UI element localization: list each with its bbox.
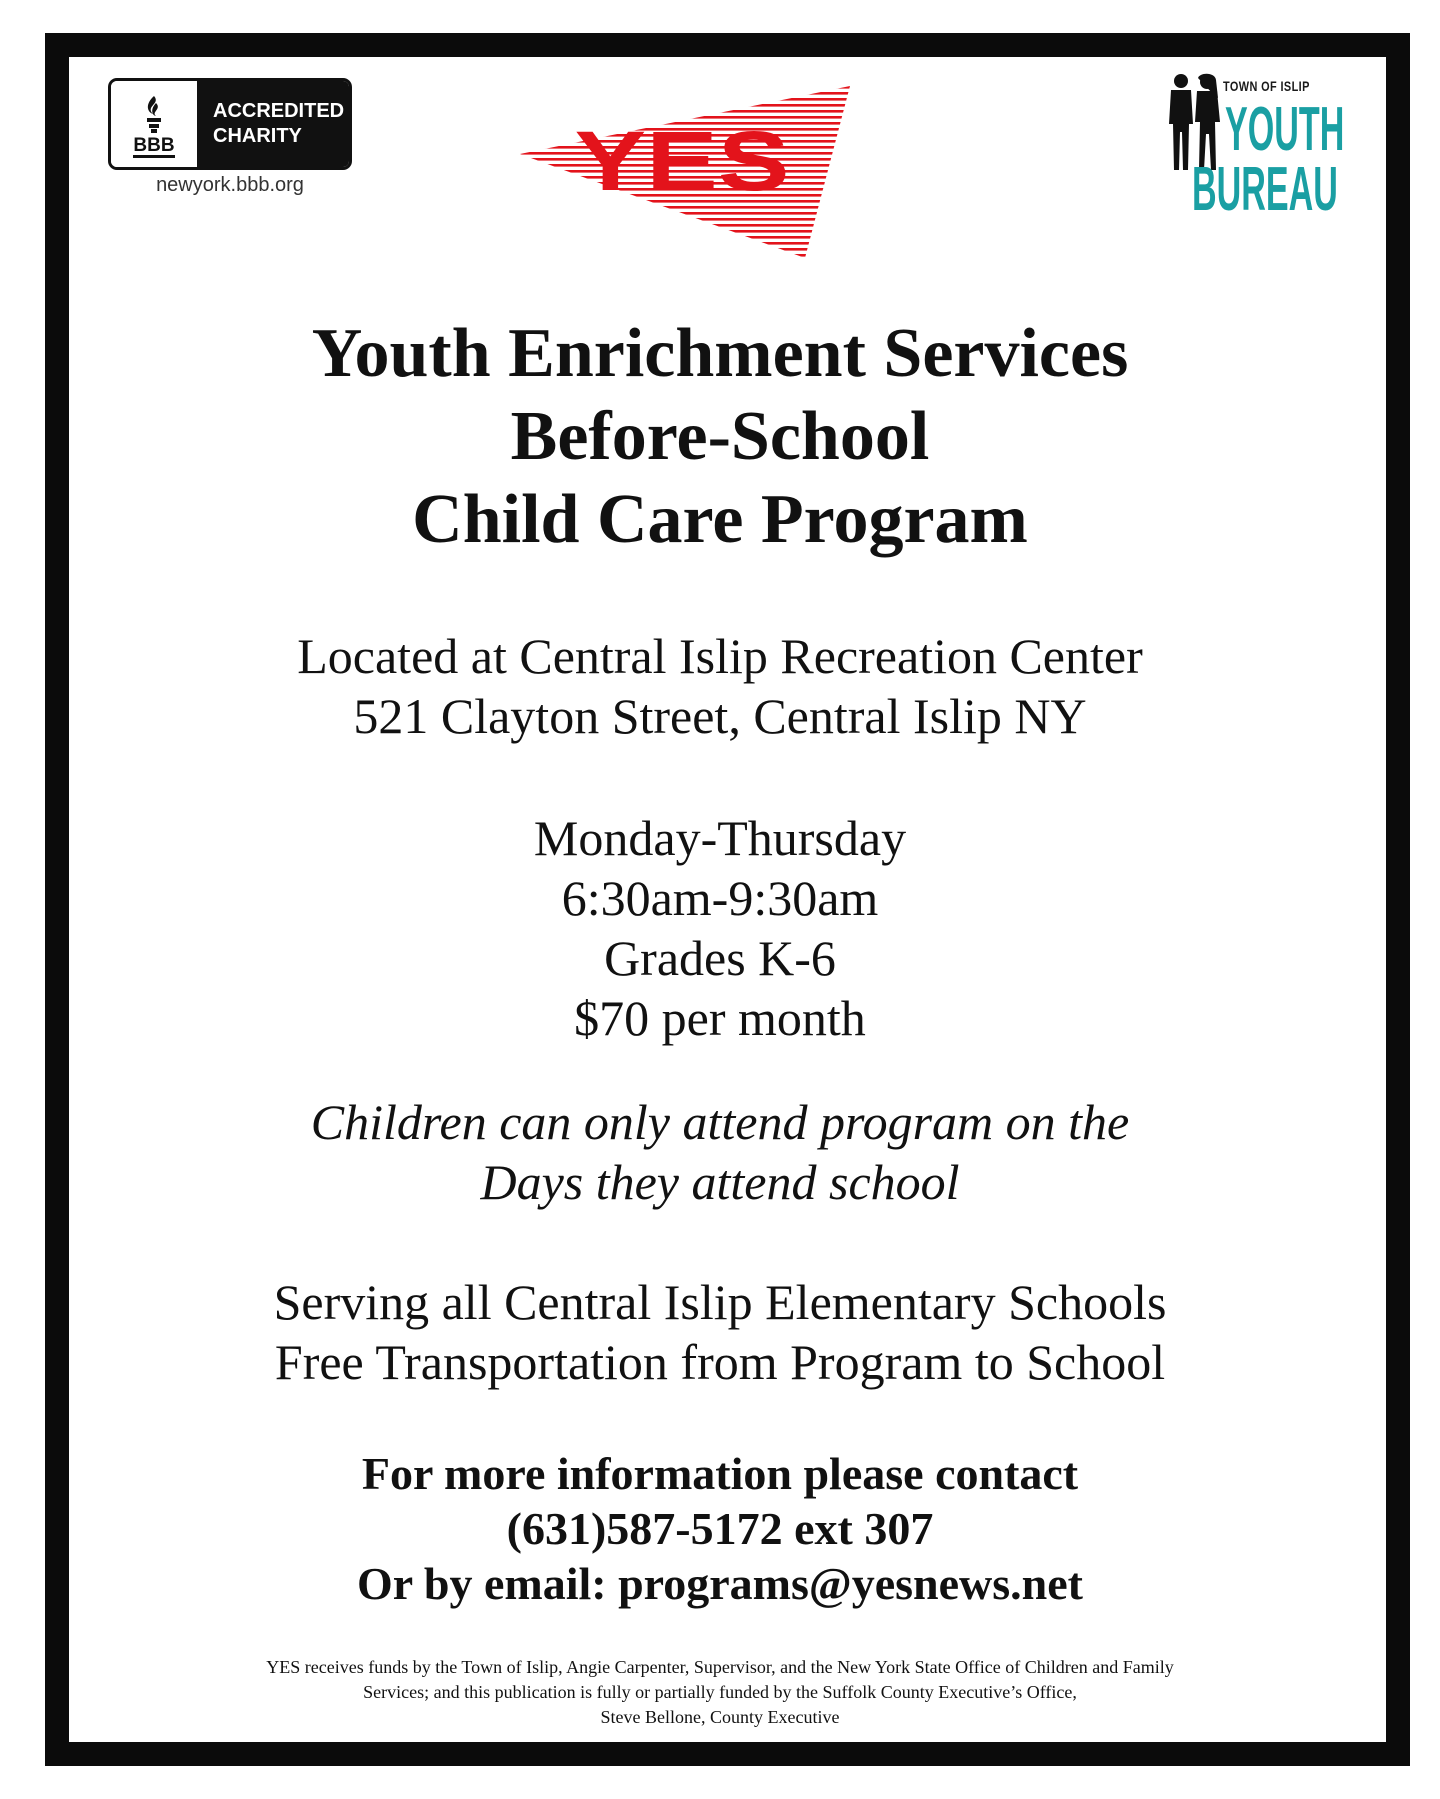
yes-stripe — [520, 212, 860, 215]
yes-stripe — [520, 86, 860, 89]
yes-stripe — [520, 92, 860, 95]
yes-logo-text: YES — [574, 114, 790, 208]
bbb-url: newyork.bbb.org — [156, 174, 304, 196]
footer-line-2: Services; and this publication is fully or partially funded by the Suffolk County Executive’s Office, — [363, 1682, 1077, 1702]
yes-stripe — [520, 242, 860, 245]
bbb-seal — [108, 78, 352, 170]
yes-stripe — [520, 104, 860, 107]
bbb-label-line2: CHARITY — [213, 125, 302, 147]
contact-phone: (631)587-5172 ext 307 — [506, 1503, 934, 1554]
note-line-1: Children can only attend program on the — [310, 1094, 1130, 1150]
location-name: Located at Central Islip Recreation Center — [297, 628, 1143, 684]
footer-line-3: Steve Bellone, County Executive — [600, 1707, 840, 1727]
youth-bureau-bureau: BUREAU — [1192, 155, 1338, 224]
schedule-days: Monday-Thursday — [533, 810, 907, 866]
program-title — [0, 312, 1440, 561]
yes-stripe — [520, 110, 860, 113]
funding-footer — [0, 1655, 1440, 1730]
location-address: 521 Clayton Street, Central Islip NY — [353, 688, 1087, 744]
yes-stripe — [520, 254, 860, 257]
yes-stripe — [520, 248, 860, 251]
contact-block — [0, 1446, 1440, 1611]
yes-stripe — [520, 218, 860, 221]
serving-transportation: Free Transportation from Program to School — [274, 1334, 1166, 1390]
footer-line-1: YES receives funds by the Town of Islip, Angie Carpenter, Supervisor, and the New York State Office of Children and Family — [266, 1657, 1174, 1677]
location-block — [0, 626, 1440, 746]
bbb-mark: BBB — [133, 135, 175, 156]
contact-heading: For more information please contact — [361, 1448, 1079, 1499]
serving-block — [0, 1272, 1440, 1392]
schedule-block — [0, 808, 1440, 1048]
torch-flame-icon — [139, 94, 169, 134]
serving-schools: Serving all Central Islip Elementary Schools — [273, 1274, 1167, 1330]
yes-stripe — [520, 236, 860, 239]
attendance-note — [0, 1092, 1440, 1212]
yes-logo — [520, 86, 860, 258]
yes-stripe — [520, 224, 860, 227]
bbb-accredited-charity-logo — [108, 78, 352, 197]
schedule-price: $70 per month — [574, 990, 866, 1046]
title-line-1: Youth Enrichment Services — [311, 315, 1129, 392]
title-line-2: Before-School — [510, 398, 930, 475]
yes-stripe — [520, 230, 860, 233]
youth-bureau-logo — [1165, 72, 1355, 242]
schedule-hours: 6:30am-9:30am — [561, 870, 879, 926]
note-line-2: Days they attend school — [480, 1154, 960, 1210]
schedule-grades: Grades K-6 — [604, 930, 836, 986]
bbb-label-line1: ACCREDITED — [213, 100, 345, 122]
bbb-torch-icon — [111, 81, 197, 167]
youth-bureau-town: TOWN OF ISLIP — [1223, 78, 1310, 94]
youth-bureau-youth: YOUTH — [1225, 95, 1345, 164]
contact-email: Or by email: programs@yesnews.net — [357, 1558, 1083, 1609]
yes-stripe — [520, 98, 860, 101]
bbb-label — [197, 81, 349, 167]
title-line-3: Child Care Program — [412, 481, 1028, 558]
